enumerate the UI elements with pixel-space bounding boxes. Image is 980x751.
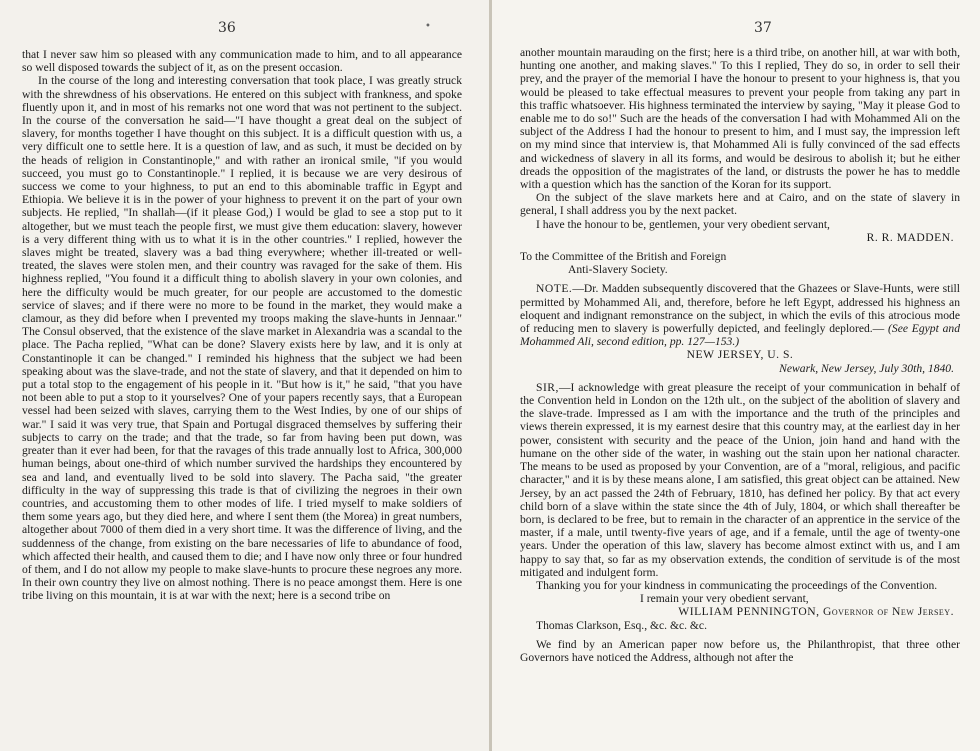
- paragraph: In the course of the long and interesting conversation that took place, I was greatly struck with the shrewdness of his observations. He entered on this subject with frankness, and spoke fluently upon it, and in most of his remarks not one word that was not pertinent to the subject. In the course of the conversation he said—"I have thought a great deal on the subject of slavery, for months together I have thought on this subject. It is a difficult question with us, a very difficult one to settle here. It is a question of law, and as such, it must be decided on by the heads of religion in Constantinople," and with rather an ironical smile, "if you would succeed, you must go to Constantinople." I replied, it is because we are very desirous of success we come to your highness, to put an end to this abominable traffic in Egypt and Ethiopia. We believe it is in the power of your highness to prevent it on the part of your own subjects. He replied, "In shallah—(if it please God,) I would be glad to see a stop put to it altogether, but we must teach the people first, we must give them education: slavery, however is a very different thing with us to what it is in the other countries." I replied, however the slaves might be treated, slavery was a bad thing everywhere; whether ill-treated or well-treated, the slaves were stolen men, and their country was ravaged for the sake of them. His highness replied, "You found it a difficult thing to abolish slavery in your own colonies, and here the difficulty would be much greater, for our people are accustomed to the domestic service of slaves; and if there were no more to be found in the market, they would make a clamour, as they did before when I prevented my troops making the slave-hunts in Jennaar." The Consul observed, that the existence of the slave market in Alexandria was a scandal to the place. The Pacha replied, "What can be done? Slavery exists here by law, and it is only at Constantinople it can be changed." I reminded his highness that the subject we had been speaking about was the slave-trade, and not the state of slavery, and that it depended on him to put a total stop to the engagement of his people in it. "But how is it," he said, "that you have not been able to put a stop to it yourselves? One of your papers recently says, that a European vessel had been seized with slaves, carrying them to the West Indies, by one of our ships of war." I said it was very true, that Spain and Portugal disgraced themselves by suffering their subjects to carry on the trade; and that the trade, so far from having been put down, was greater than it ever had been, for that the ravages of this trade annually lost to Africa, 300,000 human beings, about one-third of which number survived the hardships they encountered by sea and land, and eventually lived to be sold into slavery. The Pacha said, "the greater difficulty in the way of suppressing this trade is that of civilizing the negroes in their own countries, and accustoming them to other modes of life. I tried myself to make soldiers of them some years ago, but they died here, and where I sent them (the Morea) in great numbers, altogether about 7000 of them died in a very short time. It was the difference of living, and the suddenness of the change, from existing on the bare necessaries of life to abundance of food, which affected their health, and caused them to die; and I have now only three or four hundred of them, and I do not allow my people to make slave-hunts to procure these negroes any more. In their own country they live on almost nothing. There is no peace amongst them. Here is one tribe living on this mountain, it is at war with the next; here is a second tribe on: [22, 74, 462, 603]
- page-number-right: 37: [754, 20, 772, 36]
- page-number-left: 36: [218, 20, 236, 36]
- left-page-text: [22, 48, 462, 603]
- salutation: SIR,: [536, 380, 559, 394]
- paragraph: On the subject of the slave markets here and at Cairo, and on the state of slavery in general, I shall address you by the next packet.: [520, 191, 960, 218]
- note-reference: (See Egypt and Mohammed Ali, second edition, pp. 127—153.): [520, 322, 960, 349]
- left-page: [0, 0, 489, 751]
- addressee: To the Committee of the British and Foreign: [520, 250, 727, 264]
- addressee-line: Anti-Slavery Society.: [568, 263, 668, 277]
- section-heading: NEW JERSEY, U. S.: [686, 348, 794, 362]
- paragraph: another mountain marauding on the first; here is a third tribe, on another hill, at war with both, hunting one another, and making slaves." To this I replied, They do so, in order to sell their prey, and the prayer of the memorial I have the honour to present to your highness is, that you would be pleased to take effectual measures to prevent your people from taking any part in this traffic whatsoever. His highness terminated the interview by saying, "May it please God to enable me to do so!" Such are the heads of the conversation I had with Mohammed Ali on the subject of the Address I had the honour to present to him, and I must say, the impression left on my mind since that interview is, that Mohammed Ali is fully convinced of the sad effects and wickedness of slavery in all its forms, and would be desirous to abolish it; but he either dreads the opposition of the magistrates of the land, or distrusts the power he has to meddle with a question which has the sanction of the Koran for its support.: [520, 46, 960, 192]
- page-mark: •: [425, 21, 431, 32]
- dateline: Newark, New Jersey, July 30th, 1840.: [779, 361, 954, 375]
- recipient: Thomas Clarkson, Esq., &c. &c. &c.: [536, 618, 707, 632]
- paragraph: Thanking you for your kindness in communicating the proceedings of the Convention.: [536, 578, 938, 592]
- note-text: —Dr. Madden subsequently discovered that the Ghazees or Slave-Hunts, were still permitted by Mohammed Ali, and, therefore, before he left Egypt, addressed his highness an eloquent and indignant remonstrance on the subject, in which the evils of this atrocious mode of reducing men to slavery is powerfully depicted, and feelingly deplored.—: [520, 282, 960, 336]
- closing: I remain your very obedient servant,: [640, 592, 809, 606]
- paragraph: that I never saw him so pleased with any communication made to him, and to all appearance so well disposed towards the subject of it, as on the present occasion.: [22, 48, 462, 75]
- right-page: [492, 0, 980, 751]
- paragraph: We find by an American paper now before us, the Philanthropist, that three other Governors have noticed the Address, although not after the: [520, 637, 960, 664]
- note-label: NOTE.: [536, 282, 573, 296]
- letter-text: —I acknowledge with great pleasure the receipt of your communication in behalf of the Convention held in London on the 12th ult., on the subject of the abolition of slavery and the slave-trade. Impressed as I am with the importance and the truth of the principles and views therein expressed, it is my earnest desire that this country may, at the earliest day in her power, consistent with security and the peace of the Union, join hand and hand with the humane on the other side of the water, in washing out the stain upon her national character. The means to be used as proposed by your Convention, are of a "moral, religious, and pacific character," and it is by these means alone, I am satisfied, this great object can be attained. New Jersey, by an act passed the 24th of February, 1810, has defined her policy. By that act every child born of a slave within the state since the 4th of July, 1804, or which shall thereafter be born, is declared to be free, but to remain in the character of an apprentice in the service of the master, if a male, until twenty-five years of age, and if a female, until the age of twenty-one years. Under the operation of this law, slavery has become almost extinct with us, and I am happy to say that, so far as my observation extends, the condition of servitude is of the most mitigated and indulgent form.: [520, 380, 960, 579]
- paragraph: I have the honour to be, gentlemen, your very obedient servant,: [536, 217, 830, 231]
- letter-paragraph: [520, 381, 960, 579]
- note-paragraph: [520, 282, 960, 348]
- signature: R. R. MADDEN.: [866, 230, 954, 244]
- right-page-text: [520, 46, 960, 664]
- signature: WILLIAM PENNINGTON, Governor of New Jersey.: [678, 605, 954, 619]
